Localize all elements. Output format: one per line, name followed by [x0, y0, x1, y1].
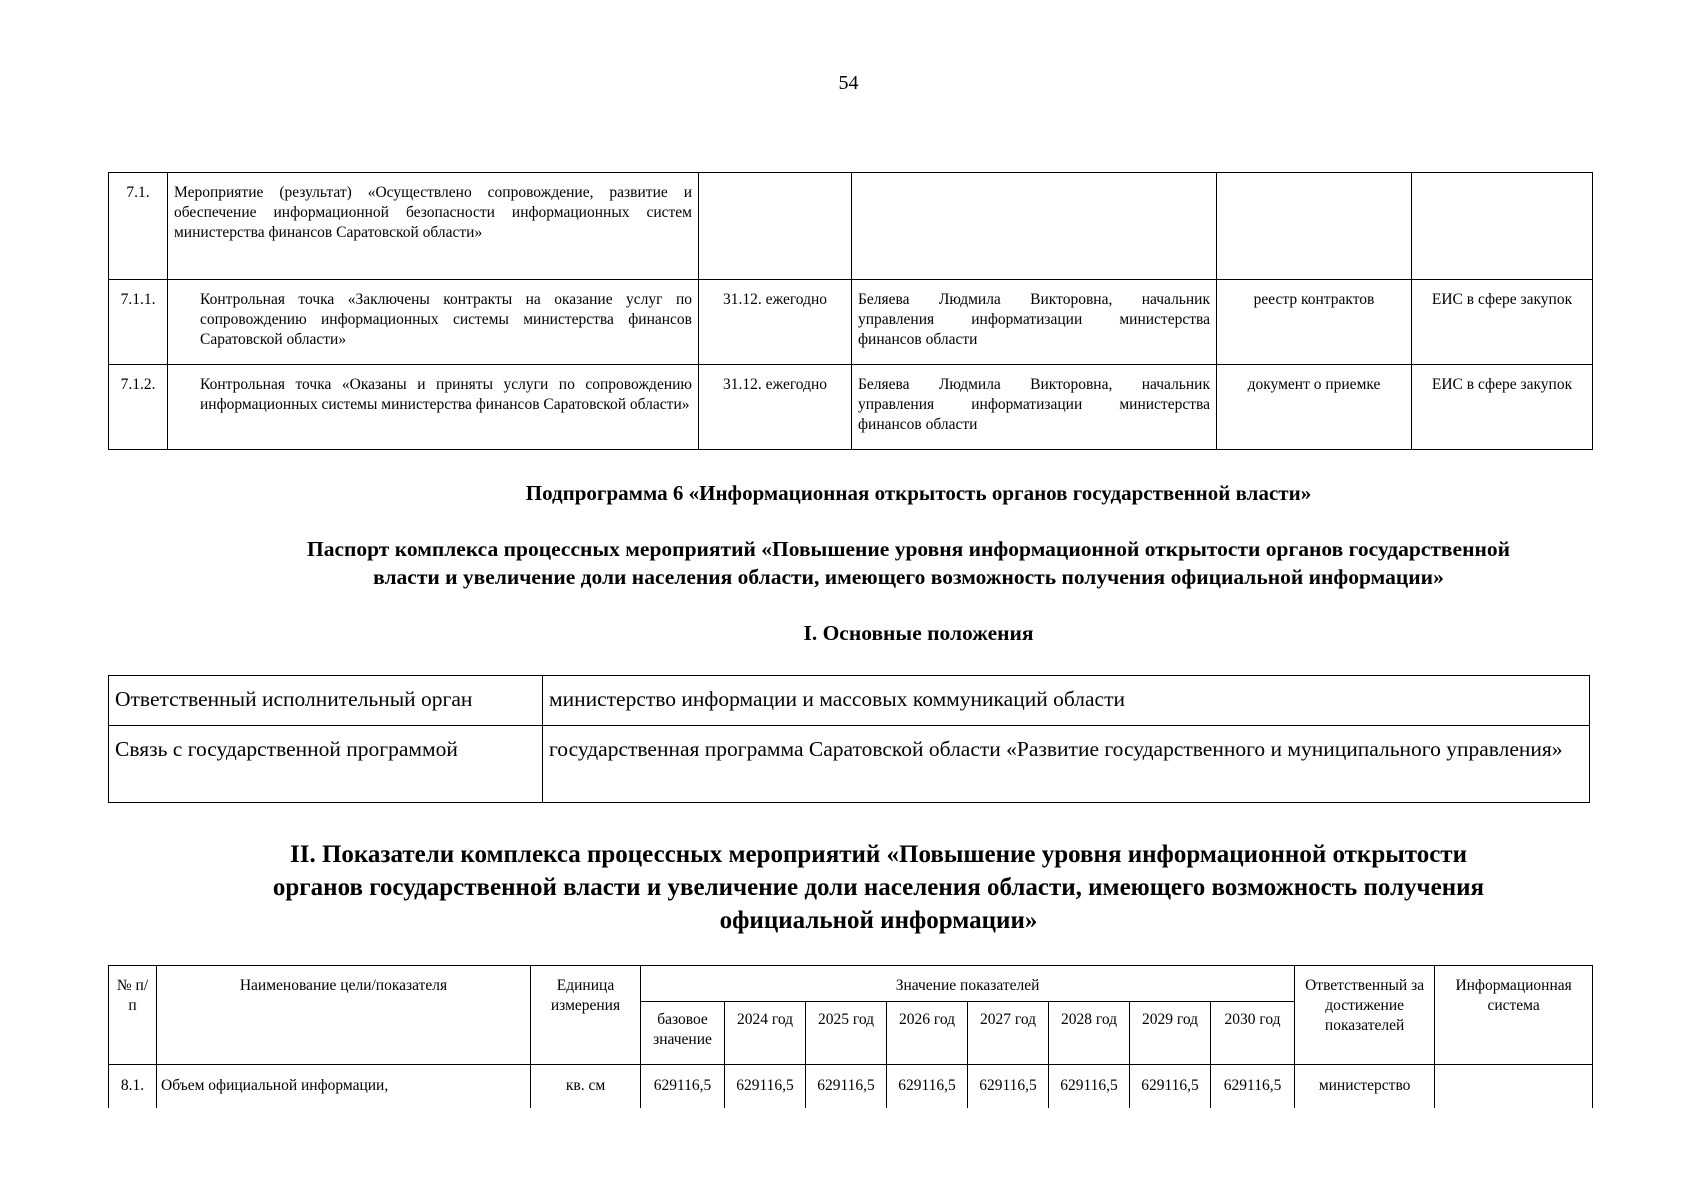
provision-label: Связь с государственной программой [109, 726, 543, 803]
row-system [1435, 1065, 1593, 1109]
row-year-value: 629116,5 [1130, 1065, 1211, 1109]
header-name: Наименование цели/показателя [157, 966, 531, 1065]
row-year-value: 629116,5 [968, 1065, 1049, 1109]
header-responsible: Ответственный за достижение показателей [1295, 966, 1435, 1065]
section-1-heading: I. Основные положения [803, 621, 1034, 645]
header-year: 2026 год [887, 1002, 968, 1065]
page-number: 54 [838, 72, 859, 94]
header-year: 2025 год [806, 1002, 887, 1065]
section-2-heading-line: официальной информации» [719, 907, 1038, 934]
header-system: Информационная система [1435, 966, 1593, 1065]
row-unit: кв. см [531, 1065, 641, 1109]
row-number: 7.1. [109, 173, 168, 280]
header-year: 2024 год [725, 1002, 806, 1065]
row-responsible [852, 173, 1217, 280]
section-2-heading-line: органов государственной власти и увеличение доли населения области, имеющего возможность получения [272, 874, 1485, 901]
header-year: 2027 год [968, 1002, 1049, 1065]
table-row [109, 676, 1590, 726]
passport-heading-line: Паспорт комплекса процессных мероприятий «Повышение уровня информационной открытости органов государственной [306, 537, 1510, 561]
row-name: Мероприятие (результат) «Осуществлено сопровождение, развитие и обеспечение информационной безопасности информационных систем министерства финансов Саратовской области» [168, 173, 699, 280]
row-year-value: 629116,5 [1211, 1065, 1295, 1109]
header-base: базовое значение [641, 1002, 725, 1065]
row-system: ЕИС в сфере закупок [1412, 280, 1593, 365]
row-number: 7.1.1. [109, 280, 168, 365]
indicators-table [108, 965, 1593, 1108]
row-date [699, 173, 852, 280]
row-year-value: 629116,5 [887, 1065, 968, 1109]
control-points-table [108, 172, 1593, 450]
row-date: 31.12. ежегодно [699, 365, 852, 450]
header-year: 2029 год [1130, 1002, 1211, 1065]
subprogram-heading: Подпрограмма 6 «Информационная открытость органов государственной власти» [525, 481, 1312, 505]
table-header-row [109, 966, 1593, 1002]
table-row [109, 173, 1593, 280]
row-year-value: 629116,5 [806, 1065, 887, 1109]
row-year-value: 629116,5 [725, 1065, 806, 1109]
header-year: 2028 год [1049, 1002, 1130, 1065]
header-unit: Единица измерения [531, 966, 641, 1065]
row-name: Контрольная точка «Заключены контракты на оказание услуг по сопровождению информационных системы министерства финансов Саратовской области» [168, 280, 699, 365]
row-responsible: Беляева Людмила Викторовна, начальник управления информатизации министерства финансов области [852, 365, 1217, 450]
row-document [1217, 173, 1412, 280]
section-2-heading-line: II. Показатели комплекса процессных мероприятий «Повышение уровня информационной открытости [290, 841, 1467, 868]
provision-value: министерство информации и массовых коммуникаций области [543, 676, 1590, 726]
table-row [109, 280, 1593, 365]
row-system: ЕИС в сфере закупок [1412, 365, 1593, 450]
passport-heading [0, 535, 1697, 591]
provision-label: Ответственный исполнительный орган [109, 676, 543, 726]
row-number: 8.1. [109, 1065, 157, 1109]
row-responsible: Беляева Людмила Викторовна, начальник управления информатизации министерства финансов области [852, 280, 1217, 365]
table-row [109, 726, 1590, 803]
row-date: 31.12. ежегодно [699, 280, 852, 365]
row-base-value: 629116,5 [641, 1065, 725, 1109]
row-name: Объем официальной информации, [157, 1065, 531, 1109]
row-responsible: министерство [1295, 1065, 1435, 1109]
header-values-group: Значение показателей [641, 966, 1295, 1002]
section-2-heading [0, 838, 1697, 937]
header-num: № п/п [109, 966, 157, 1065]
row-name: Контрольная точка «Оказаны и приняты услуги по сопровождению информационных системы министерства финансов Саратовской области» [168, 365, 699, 450]
provision-value: государственная программа Саратовской области «Развитие государственного и муниципального управления» [543, 726, 1590, 803]
row-year-value: 629116,5 [1049, 1065, 1130, 1109]
table-row [109, 365, 1593, 450]
row-system [1412, 173, 1593, 280]
passport-heading-line: власти и увеличение доли населения области, имеющего возможность получения официальной информации» [373, 565, 1444, 589]
table-row [109, 1065, 1593, 1109]
row-number: 7.1.2. [109, 365, 168, 450]
row-document: документ о приемке [1217, 365, 1412, 450]
header-year: 2030 год [1211, 1002, 1295, 1065]
row-document: реестр контрактов [1217, 280, 1412, 365]
provisions-table [108, 675, 1590, 803]
